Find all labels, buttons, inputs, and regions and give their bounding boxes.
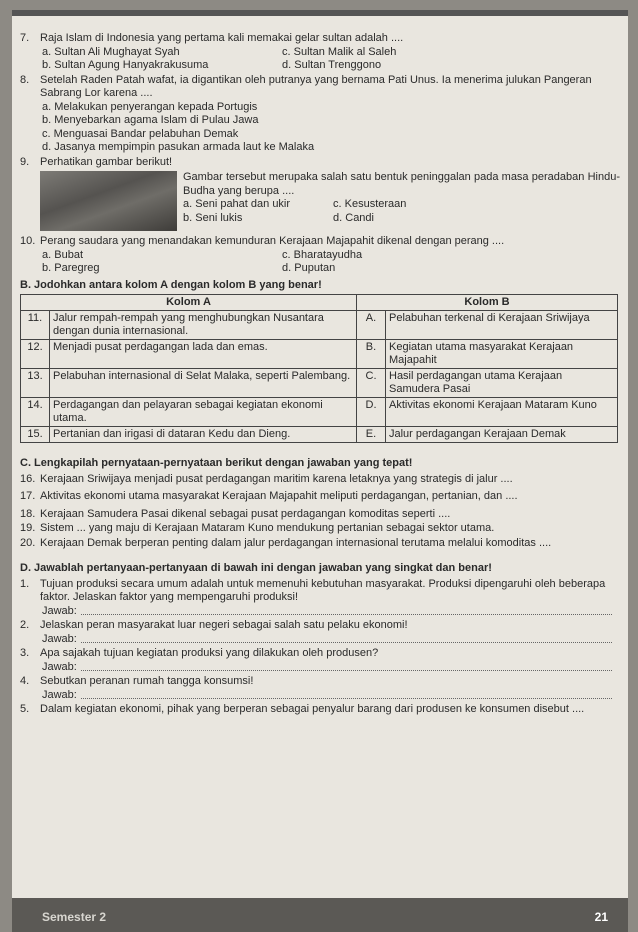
option-c: Kesusteraan	[344, 198, 407, 210]
question-17: 17. Aktivitas ekonomi utama masyarakat Kerajaan Majapahit meliputi perdagangan, pertanian, dan ....	[20, 490, 518, 502]
page-number: 21	[594, 910, 608, 924]
page-content	[20, 32, 620, 718]
answer-line[interactable]	[81, 661, 612, 672]
option-a: Sultan Ali Mughayat Syah	[54, 45, 180, 58]
question-16: 16. Kerajaan Sriwijaya menjadi pusat perdagangan maritim karena letaknya yang strategis di jalur ....	[20, 472, 513, 485]
section-b-title: B. Jodohkan antara kolom A dengan kolom B yang benar!	[20, 278, 322, 291]
option-a: Melakukan penyerangan kepada Portugis	[54, 100, 258, 113]
col-b-header: Kolom B	[357, 295, 618, 311]
answer-label: Jawab:	[42, 660, 77, 673]
question-18: 18. Kerajaan Samudera Pasai dikenal sebagai pusat perdagangan komoditas seperti ....	[20, 507, 451, 520]
table-row: 13. Pelabuhan internasional di Selat Malaka, seperti Palembang. C. Hasil perdagangan utama Kerajaan Samudera Pasai	[21, 369, 618, 398]
option-c: Bharatayudha	[293, 248, 363, 261]
semester-label: Semester 2	[42, 910, 107, 924]
answer-label: Jawab:	[42, 632, 77, 645]
option-d: Jasanya mempimpin pasukan armada laut ke Malaka	[54, 141, 315, 153]
answer-line[interactable]	[81, 633, 612, 644]
question-7: 7. Raja Islam di Indonesia yang pertama kali memakai gelar sultan adalah .... a. Sultan Ali Mughayat Syah c. Sultan Malik al Saleh b. Sultan Agung Hanyakrakusuma d. Sultan Trenggono	[20, 32, 404, 71]
table-row: 11. Jalur rempah-rempah yang menghubungkan Nusantara dengan dunia internasional. A. Pelabuhan terkenal di Kerajaan Sriwijaya	[21, 311, 618, 340]
question-9: 9. Perhatikan gambar berikut! Gambar tersebut merupaka salah satu bentuk peninggalan pada masa peradaban Hindu-Budha yang berupa .... a. Seni pahat dan ukir c. Kesusteraan b. Seni lukis d. Candi	[20, 156, 620, 232]
page-footer	[12, 898, 628, 932]
option-b: Sultan Agung Hanyakrakusuma	[54, 59, 209, 71]
table-row: 12. Menjadi pusat perdagangan lada dan emas. B. Kegiatan utama masyarakat Kerajaan Majapahit	[21, 340, 618, 369]
option-d: Sultan Trenggono	[294, 59, 382, 71]
essay-2: 2. Jelaskan peran masyarakat luar negeri sebagai salah satu pelaku ekonomi! Jawab:	[20, 619, 620, 646]
question-19: 19. Sistem ... yang maju di Kerajaan Mataram Kuno mendukung pertanian sebagai sektor utama.	[20, 522, 495, 534]
essay-4: 4. Sebutkan peranan rumah tangga konsumsi! Jawab:	[20, 675, 620, 702]
section-c-title: C. Lengkapilah pernyataan-pernyataan berikut dengan jawaban yang tepat!	[20, 457, 413, 469]
essay-3: 3. Apa sajakah tujuan kegiatan produksi yang dilakukan oleh produsen? Jawab:	[20, 647, 620, 674]
option-c: Sultan Malik al Saleh	[293, 45, 397, 58]
essay-1: 1. Tujuan produksi secara umum adalah untuk memenuhi kebutuhan masyarakat. Produksi dipengaruhi oleh beberapa faktor. Jelaskan faktor yang mempengaruhi produksi! Jawab:	[20, 578, 620, 619]
answer-label: Jawab:	[42, 688, 77, 701]
table-row: 15. Pertanian dan irigasi di dataran Kedu dan Dieng. E. Jalur perdagangan Kerajaan Demak	[21, 427, 618, 443]
question-10: 10. Perang saudara yang menandakan kemunduran Kerajaan Majapahit dikenal dengan perang .... a. Bubat c. Bharatayudha b. Paregreg d. Puputan	[20, 235, 505, 274]
option-a: Seni pahat dan ukir	[195, 198, 291, 210]
section-d-title: D. Jawablah pertanyaan-pertanyaan di bawah ini dengan jawaban yang singkat dan benar!	[20, 562, 492, 574]
top-border	[12, 10, 628, 16]
question-8: 8. Setelah Raden Patah wafat, ia digantikan oleh putranya yang bernama Pati Unus. Ia menerima julukan Pangeran Sabrang Lor karena .... a. Melakukan penyerangan kepada Portugis b. Menyebarkan agama Islam di Pulau Jawa c. Menguasai Bandar pelabuhan Demak d. Jasanya mempimpin pasukan armada laut ke Malaka	[20, 73, 592, 153]
answer-line[interactable]	[81, 605, 612, 616]
essay-5: 5. Dalam kegiatan ekonomi, pihak yang berperan sebagai penyalur barang dari produsen ke konsumen disebut ....	[20, 703, 585, 715]
option-b: Paregreg	[54, 262, 100, 274]
option-c: Menguasai Bandar pelabuhan Demak	[53, 127, 239, 140]
answer-line[interactable]	[81, 689, 612, 700]
answer-label: Jawab:	[42, 604, 77, 617]
matching-table	[20, 294, 618, 443]
option-a: Bubat	[54, 248, 83, 261]
worksheet-page	[12, 10, 628, 932]
temple-relief-image	[40, 171, 177, 231]
option-b: Menyebarkan agama Islam di Pulau Jawa	[54, 114, 259, 126]
option-d: Puputan	[294, 262, 336, 274]
option-b: Seni lukis	[195, 211, 243, 224]
col-a-header: Kolom A	[21, 295, 357, 311]
option-d: Candi	[345, 211, 374, 224]
table-row: 14. Perdagangan dan pelayaran sebagai kegiatan ekonomi utama. D. Aktivitas ekonomi Kerajaan Mataram Kuno	[21, 398, 618, 427]
question-20: 20. Kerajaan Demak berperan penting dalam jalur perdagangan internasional terutama melalui komoditas ....	[20, 536, 552, 549]
